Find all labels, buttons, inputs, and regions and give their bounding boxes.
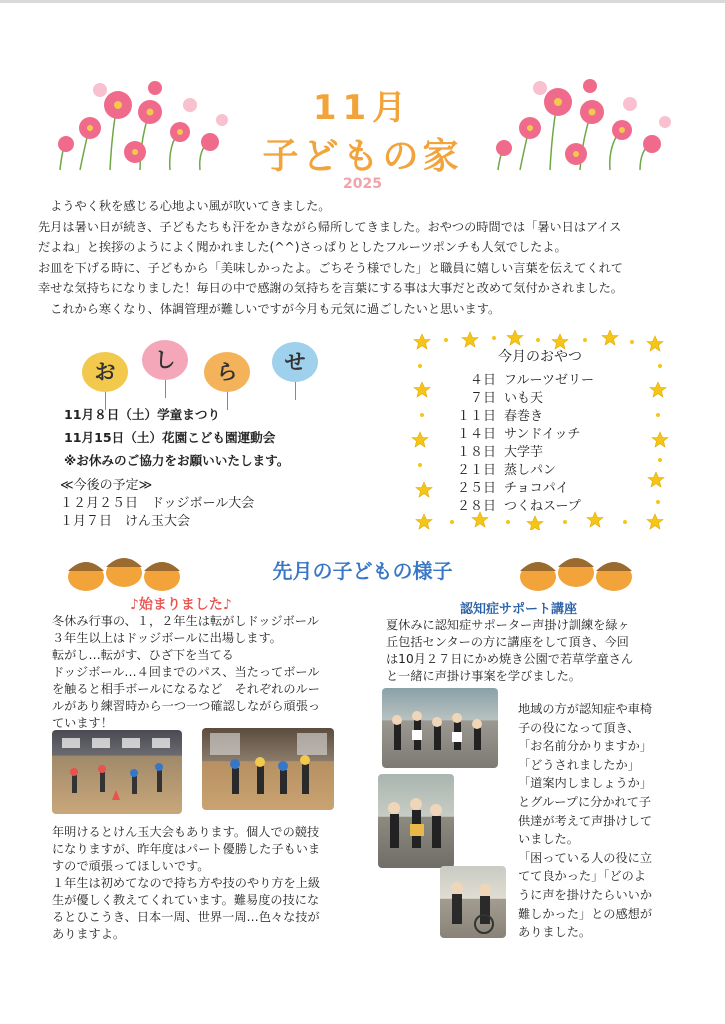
text-line: １年生は初めてなので持ち方や技のやり方を上級 [52,876,321,890]
snack-item [452,408,594,426]
snack-day: ４日 [469,373,496,388]
text-line: 夏休みに認知症サポーター声掛け訓練を緑ヶ [386,618,630,632]
text-line: 供達が考えて声掛けして [518,813,653,828]
schedule-title: ≪今後の予定≫ [60,478,153,493]
snack-day: １１日 [456,409,496,424]
text-line: ３年生以上はドッジボールに出場します。 [52,631,282,645]
photo-detail [202,728,334,810]
event-item: 11月15日（土）花園こども園運動会 [64,430,276,445]
year-label: 2025 [343,176,382,192]
wheelchair-roleplay-photo [440,866,506,938]
text-line: すので頑張ってほしいです。 [52,859,210,873]
snack-name: 大学芋 [504,445,544,460]
text-line: 年明けるとけん玉大会もあります。個人での競技 [52,825,320,839]
snack-name: 春巻き [504,409,544,424]
schedule-item: １２月２５日 ドッジボール大会 [60,496,255,511]
text-line: 冬休み行事の、１，２年生は転がしドッジボール [52,614,319,628]
balloon-string [165,380,166,398]
snack-item [452,390,594,408]
photo-detail [440,866,506,938]
intro-line: 先月は暑い日が続き、子どもたちも汗をかきながら帰所してきました。おやつの時間では「暑い日はアイス [38,219,622,234]
text-line: 子の役になって頂き、 [518,720,640,735]
text-line: 生が優しく教えてくれています。難易度の技にな [52,893,320,907]
dementia-seminar-heading: 認知症サポート講座 [460,602,578,617]
snack-day: ２５日 [456,481,496,496]
photo-detail [382,688,498,768]
snack-menu-list [452,372,594,516]
snack-item [452,498,594,516]
dodgeball-heading: ♪始まりました♪ [130,597,232,613]
gym-dodgeball-photo [52,730,182,814]
schedule-item: １月７日 けん玉大会 [60,514,191,529]
photo-detail [52,730,182,814]
text-line: 「お名前分かりますか」 [518,739,653,754]
text-line: になりますが、昨年度はパート優勝した子もいま [52,842,321,856]
seminar-group-photo [382,688,498,768]
snack-name: 蒸しパン [504,463,557,478]
month-title: 11月 [312,88,413,128]
snack-name: サンドイッチ [504,427,581,442]
text-line: 難しかった」との感想が [518,906,653,921]
text-line: とグループに分かれて子 [518,794,652,809]
notice-balloon: せ [272,342,318,382]
text-line: てて良かった」「どのよ [518,869,646,884]
text-line: ありますよ。 [52,927,126,941]
notice-balloon: お [82,352,128,392]
photo-detail [378,774,454,868]
notice-balloon: し [142,340,188,380]
dodgeball-text [52,613,320,732]
snack-day: １８日 [456,445,496,460]
snack-menu-title: 今月のおやつ [498,349,582,365]
intro-line: ようやく秋を感じる心地よい風が吹いてきました。 [38,199,331,213]
roleplay-text [518,700,652,942]
snack-name: フルーツゼリー [504,373,594,388]
intro-line: だよね」と挨拶のようによく聞かれました(^^)さっぱりとしたフルーツポンチも人気でしたよ。 [38,240,567,255]
snack-name: いも天 [504,391,544,406]
text-line: るとひこうき、日本一周、世界一周…色々な技が [52,910,320,924]
notice-balloon: ら [204,352,250,392]
text-line: 地域の方が認知症や車椅 [518,702,653,716]
text-line: 「困っている人の役に立 [518,850,653,865]
snack-name: チョコパイ [504,481,569,496]
text-line: ドッジボール…４回までのパス、当たってボール [52,665,320,679]
snack-day: １４日 [456,427,496,442]
newsletter-title: 子どもの家 [262,136,463,177]
text-line: は10月２７日にかめ焼き公園で若草学童さん [386,652,634,666]
event-item: 11月８日（土）学童まつり [64,407,221,422]
snack-item [452,372,594,390]
text-line: 転がし…転がす、ひざ下を当てる [52,648,234,662]
snack-item [452,444,594,462]
scan-top-edge [0,0,725,3]
snack-day: ２１日 [456,463,496,478]
intro-line: 幸せな気持ちになりました！毎日の中で感謝の気持ちを言葉にする事は大事だと改めて気付かされました。 [38,281,623,296]
snack-day: ７日 [469,391,496,406]
intro-paragraph [38,196,698,320]
kendama-text [52,824,320,943]
text-line: と一緒に声掛け事案を学びました。 [386,669,581,683]
text-line: 「道案内しましょうか」 [518,776,653,791]
role-play-photo [378,774,454,868]
kids-practice-photo [202,728,334,810]
balloon-string [295,382,296,400]
text-line: ルがあり練習時から一つ一つ確認しながら頑張っ [52,699,321,713]
intro-line: お皿を下げる時に、子どもから「美味しかったよ。ごちそう様でした」と職員に嬉しい言葉を伝えてくれて [38,260,623,275]
text-line: ありました。 [518,925,592,940]
text-line: ています！ [52,716,113,730]
snack-item [452,426,594,444]
balloon-string [227,392,228,410]
text-line: を触ると相手ボールになるなど それぞれのルー [52,682,320,696]
text-line: 丘包括センターの方に講座をして頂き、今回 [386,635,629,649]
text-line: いました。 [518,832,579,847]
snack-item [452,480,594,498]
text-line: 「どうされましたか」 [518,757,640,772]
text-line: うに声を掛けたらいいか [518,887,653,902]
snack-name: つくねスープ [504,499,581,514]
dementia-seminar-text [386,617,633,685]
event-note: ※お休みのご協力をお願いいたします。 [64,453,290,468]
intro-line: これから寒くなり、体調管理が難しいですが今月も元気に過ごしたいと思います。 [38,301,501,316]
snack-item [452,462,594,480]
snack-day: ２８日 [456,499,496,514]
section-title: 先月の子どもの様子 [272,559,453,583]
